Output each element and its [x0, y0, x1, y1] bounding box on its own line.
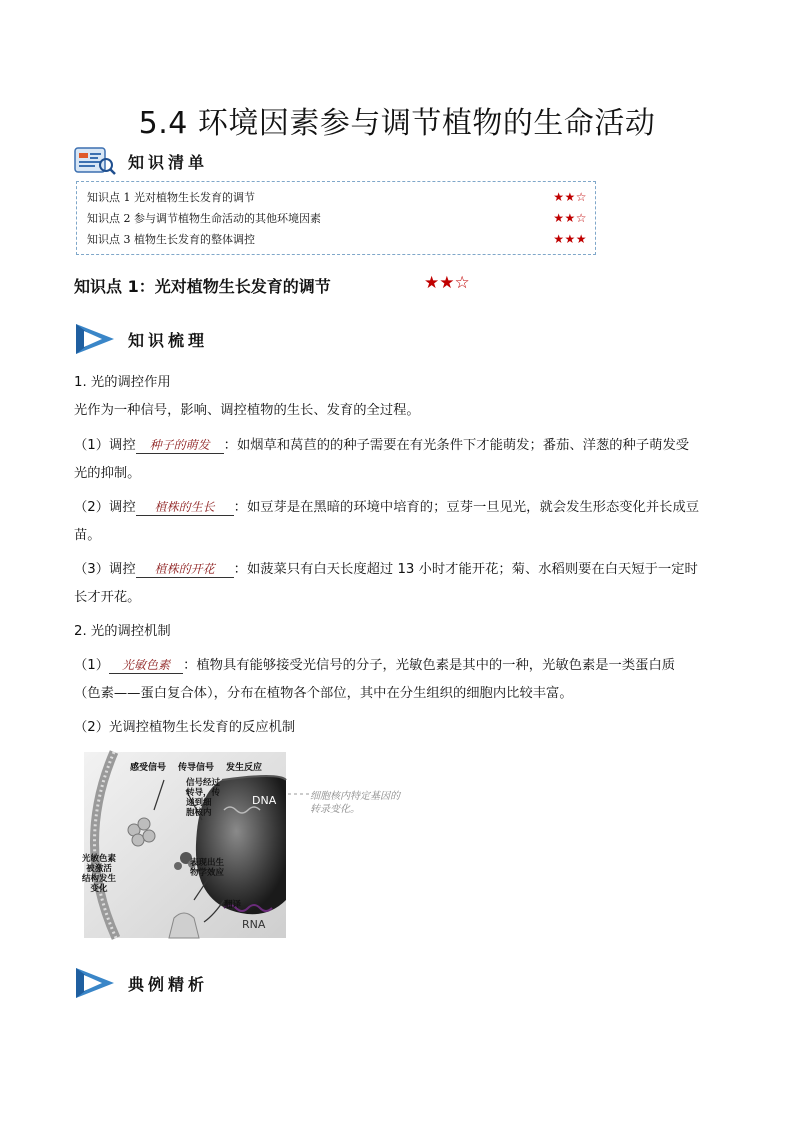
figure-translate-label: 翻译 — [224, 900, 242, 910]
paragraph: 光作为一种信号，影响、调控植物的生长、发育的全过程。 — [74, 403, 420, 418]
paragraph-item-1: （1）调控 种子的萌发 ：如烟草和莴苣的的种子需要在有光条件下才能萌发；番茄、洋葱的种子萌发受 — [74, 438, 690, 453]
fill-blank-answer: 植株的开花 — [136, 561, 234, 578]
paragraph-mechanism-2: （2）光调控植物生长发育的反应机制 — [74, 720, 296, 735]
figure-rna-label: RNA — [242, 918, 266, 931]
knowledge-list-header — [74, 146, 208, 176]
paragraph-item-3-cont: 长才开花。 — [74, 590, 141, 605]
figure-label-sense: 感受信号 — [130, 763, 167, 773]
example-analysis-label: 典例精析 — [128, 974, 209, 994]
paragraph-item-2: （2）调控 植株的生长 ：如豆芽是在黑暗的环境中培育的；豆芽一旦见光，就会发生形态变化并长成豆 — [74, 500, 700, 515]
knowledge-list-box — [76, 181, 596, 255]
figure-dna-label: DNA — [252, 794, 277, 807]
section-heading-light-mechanism: 2. 光的调控机制 — [74, 624, 171, 639]
list-item — [87, 228, 587, 249]
paragraph-item-1-cont: 光的抑制。 — [74, 466, 141, 481]
knowledge-list-label: 知识清单 — [128, 152, 209, 172]
light-mechanism-figure — [74, 750, 474, 940]
section-heading-light-role: 1. 光的调控作用 — [74, 375, 171, 390]
paragraph-item-2-cont: 苗。 — [74, 528, 101, 543]
page-title: 5.4 环境因素参与调节植物的生命活动 — [138, 106, 656, 141]
figure-label-transduce: 传导信号 — [178, 763, 215, 773]
figure-effect-text: 表现出生 物学效应 — [190, 858, 225, 878]
figure-label-respond: 发生反应 — [226, 763, 263, 773]
rating-stars: ★★☆ — [553, 210, 587, 225]
rating-stars: ★★☆ — [553, 189, 587, 204]
list-item-label: 知识点 1 光对植物生长发育的调节 — [87, 190, 255, 204]
example-analysis-header — [74, 966, 208, 1000]
figure-signal-text: 信号经过 转导，传 递到细 胞核内 — [186, 778, 221, 818]
figure-phytochrome-text: 光敏色素 被激活 结构发生 变化 — [81, 854, 116, 894]
arrow-triangle-icon — [74, 322, 116, 356]
figure-note-text: 细胞核内特定基因的 转录变化。 — [310, 791, 400, 815]
knowledge-sort-label: 知识梳理 — [128, 330, 209, 350]
knowledge-list-icon — [74, 146, 116, 176]
arrow-triangle-icon — [74, 966, 116, 1000]
rating-stars: ★★★ — [553, 231, 587, 246]
paragraph-mechanism-1: （1） 光敏色素 ：植物具有能够接受光信号的分子，光敏色素是其中的一种，光敏色素是一类蛋白质 — [74, 658, 676, 673]
knowledge-sort-header — [74, 322, 208, 356]
fill-blank-answer: 种子的萌发 — [136, 437, 224, 454]
cell-diagram-illustration — [74, 750, 474, 940]
knowledge-point-stars: ★★☆ — [424, 273, 470, 293]
list-item — [87, 207, 587, 228]
knowledge-point-heading: 知识点 1：光对植物生长发育的调节 — [74, 277, 331, 296]
list-item — [87, 186, 587, 207]
paragraph-mechanism-1-cont: （色素——蛋白复合体），分布在植物各个部位，其中在分生组织的细胞内比较丰富。 — [74, 686, 573, 701]
paragraph-item-3: （3）调控 植株的开花 ：如菠菜只有白天长度超过 13 小时才能开花；菊、水稻则要在白天短于一定时 — [74, 562, 698, 577]
fill-blank-answer: 植株的生长 — [136, 499, 234, 516]
fill-blank-answer: 光敏色素 — [109, 657, 183, 674]
list-item-label: 知识点 2 参与调节植物生命活动的其他环境因素 — [87, 211, 321, 225]
list-item-label: 知识点 3 植物生长发育的整体调控 — [87, 232, 255, 246]
